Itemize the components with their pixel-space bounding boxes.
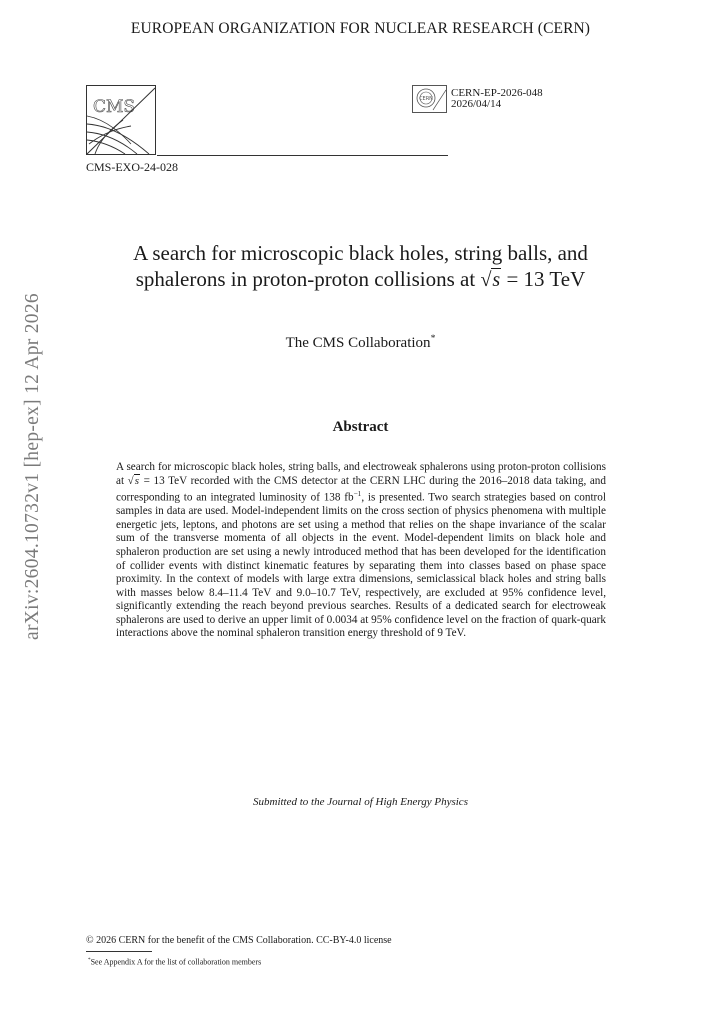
svg-text:CERN: CERN (419, 96, 433, 102)
cern-report-block (451, 88, 543, 110)
author-line: The CMS Collaboration* (285, 333, 436, 351)
footnote-rule (86, 951, 152, 952)
cern-logo (412, 85, 447, 113)
cern-report-id: CERN-EP-2026-048 (451, 87, 543, 99)
organization-header: EUROPEAN ORGANIZATION FOR NUCLEAR RESEARCH (CERN) (130, 20, 591, 37)
submission-note: Submitted to the Journal of High Energy Physics (253, 796, 468, 808)
cms-logo (86, 85, 156, 155)
sqrt-s-symbol: √s (480, 269, 501, 291)
abstract-body: A search for microscopic black holes, string balls, and electroweak sphalerons using proton-proton collisions at √s = 13 TeV recorded with the CMS detector at the CERN LHC during the 2016–2018 data taking, and corresponding to an integrated luminosity of 138 $fb^{-1}$, is presented. Two search strategies based on control samples in data are used. Model-independent limits on the cross section of physics phenomena with multiple energetic jets, leptons, and photons are set using a method that relies on the shape invariance of the scalar sum of the transverse momenta of all objects in the event. Model-dependent limits on black hole and sphaleron production are set using a newly introduced method that has been developed for the identification of collider events with distinct kinematic features by separating them into classes based on phase space proximity. In the context of models with large extra dimensions, semiclassical black holes and string balls with masses below 8.4–11.4 TeV and 9.0–10.7 TeV, respectively, are excluded at 95% confidence level, significantly extending the reach beyond previous searches. Results of a dedicated search for electroweak sphalerons are used to derive an upper limit of 0.0034 at 95% confidence level on the fraction of quark-quark interactions above the nominal sphaleron transition energy threshold of 9 TeV. (116, 461, 606, 640)
report-date: 2026/04/14 (451, 98, 502, 110)
arxiv-stamp: arXiv:2604.10732v1 [hep-ex] 12 Apr 2026 (22, 293, 43, 640)
title-line-1: A search for microscopic black holes, string balls, and (133, 241, 588, 265)
abstract-heading: Abstract (332, 419, 389, 435)
paper-title (0, 240, 721, 293)
svg-text:CMS: CMS (93, 97, 136, 117)
header-rule (157, 155, 448, 156)
footnote: *See Appendix A for the list of collaboration members (88, 957, 262, 967)
title-line-2: sphalerons in proton-proton collisions at √s = 13 TeV (135, 267, 586, 291)
cms-report-id: CMS-EXO-24-028 (86, 160, 178, 174)
copyright-notice: © 2026 CERN for the benefit of the CMS Collaboration. CC-BY-4.0 license (86, 935, 392, 946)
author-footnote-mark: * (430, 333, 436, 344)
